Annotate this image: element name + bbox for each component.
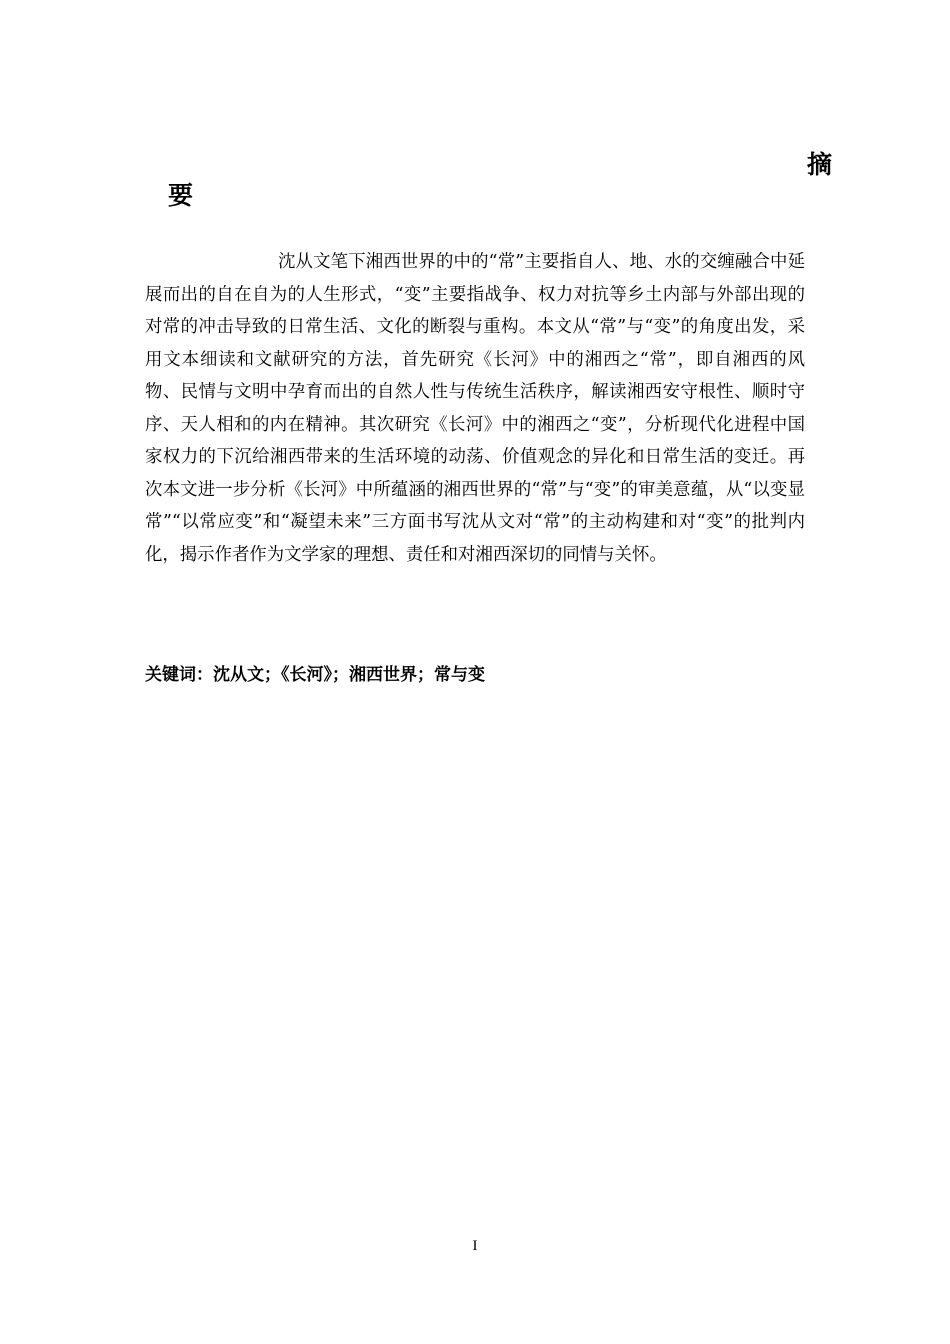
page-number: I: [472, 1238, 478, 1254]
abstract-heading-char-1: 摘: [807, 150, 833, 179]
abstract-body-paragraph: 沈从文笔下湘西世界的中的“常”主要指自人、地、水的交缠融合中延展而出的自在自为的人生形式，“变”主要指战争、权力对抗等乡土内部与外部出现的对常的冲击导致的日常生活、文化的断裂与重构。本文从“常”与“变”的角度出发，采用文本细读和文献研究的方法，首先研究《长河》中的湘西之“常”，即自湘西的风物、民情与文明中孕育而出的自然人性与传统生活秩序，解读湘西安守根性、顺时守序、天人相和的内在精神。其次研究《长河》中的湘西之“变”，分析现代化进程中国家权力的下沉给湘西带来的生活环境的动荡、价值观念的异化和日常生活的变迁。再次本文进一步分析《长河》中所蕴涵的湘西世界的“常”与“变”的审美意蕴，从“以变显常”“以常应变”和“凝望未来”三方面书写沈从文对“常”的主动构建和对“变”的批判内化，揭示作者作为文学家的理想、责任和对湘西深切的同情与关怀。: [145, 252, 805, 565]
keywords-line: [145, 660, 805, 690]
abstract-heading-char-2: 要: [168, 181, 194, 210]
keywords-label: 关键词：: [145, 665, 213, 685]
keywords-values: 沈从文；《长河》；湘西世界；常与变: [213, 665, 485, 685]
